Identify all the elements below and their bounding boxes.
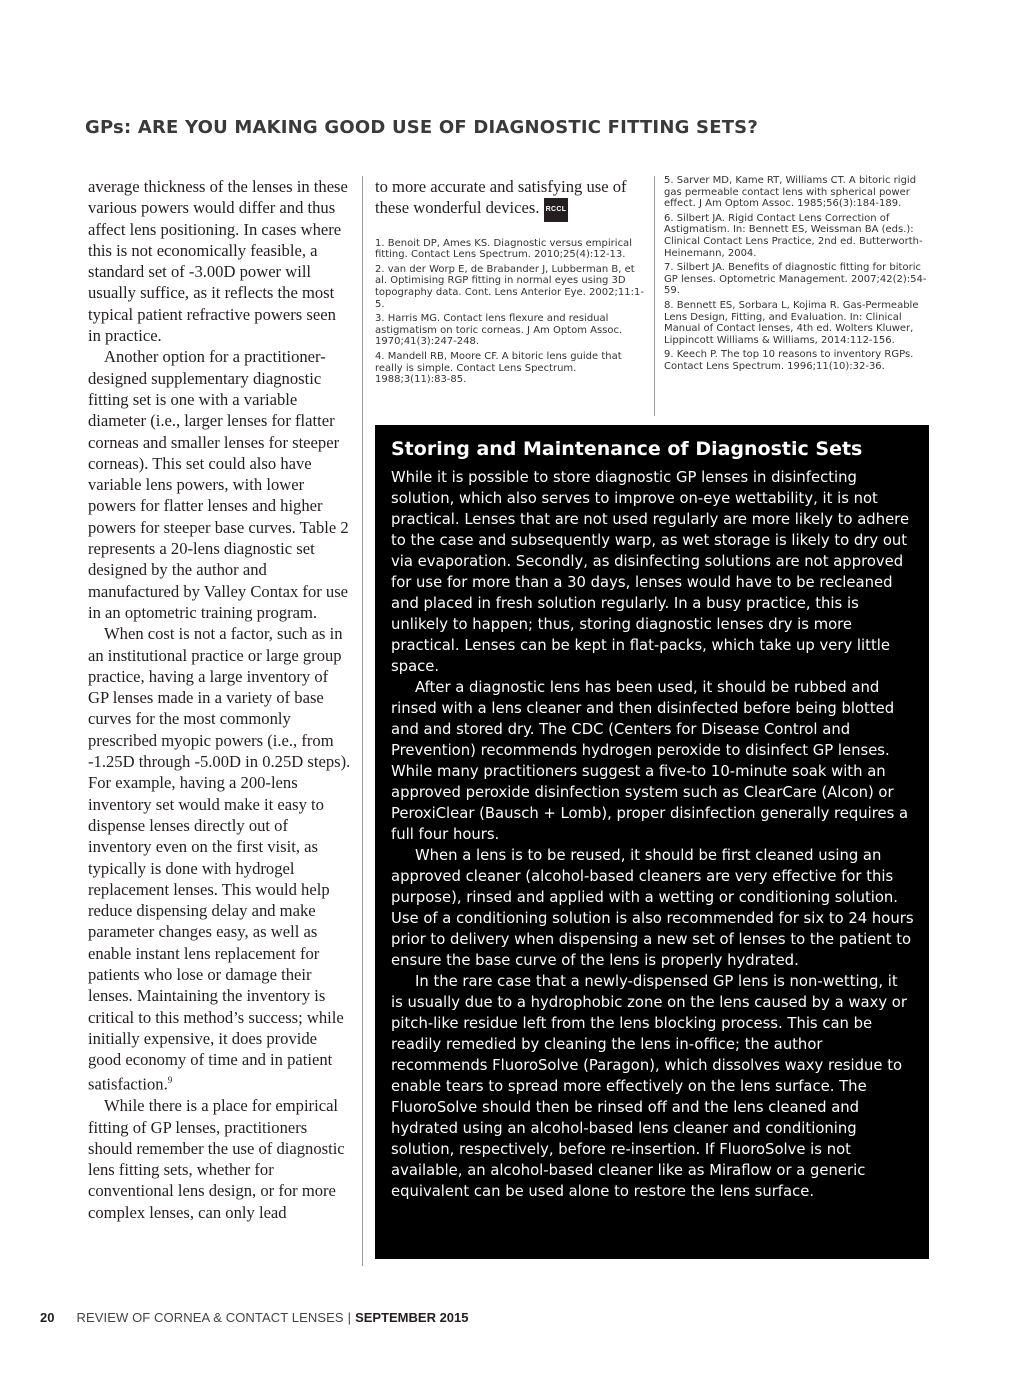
sidebar-heading: Storing and Maintenance of Diagnostic Sets [391,438,863,460]
body-paragraph: Another option for a practitioner-designed supplementary diagnostic fitting set is one with a variable diameter (i.e., larger lenses for flatter corneas and smaller lenses for steeper corneas). This set could also have variable lens powers, with lower powers for flatter lenses and higher powers for steeper base curves. Table 2 represents a 20-lens diagnostic set designed by the author and manufactured by Valley Contax for use in an optometric training program. [88,347,349,622]
reference-item: 8. Bennett ES, Sorbara L, Kojima R. Gas-Permeable Lens Design, Fitting, and Evaluation. In: Clinical Manual of Contact lenses, 4th ed. Wolters Kluwer, Lippincott Williams & Williams, 2014:112-156. [664,299,919,346]
sidebar-paragraph: When a lens is to be reused, it should be first cleaned using an approved cleaner (alcohol-based cleaners are very effective for this purpose), rinsed and applied with a wetting or conditioning solution. Use of a conditioning solution is also recommended for six to 24 hours prior to delivery when dispensing a new set of lenses to the patient to ensure the base curve of the lens is properly hydrated. [391,847,914,969]
end-mark-icon: RCCL [544,198,569,221]
body-column-2 [375,176,647,389]
body-paragraph: While there is a place for empirical fitting of GP lenses, practitioners should remember the use of diagnostic lens fitting sets, whether for conventional lens design, or for more complex lenses, can only lead [88,1096,345,1222]
body-paragraph [88,623,352,1095]
reference-item: 9. Keech P. The top 10 reasons to inventory RGPs. Contact Lens Spectrum. 1996;11(10):32-36. [664,349,914,372]
sidebar-paragraph: After a diagnostic lens has been used, it should be rubbed and rinsed with a lens cleaner and then disinfected before being blotted and and stored dry. The CDC (Centers for Disease Control and Prevention) recommends hydrogen peroxide to disinfect GP lenses. While many practitioners suggest a five-to 10-minute soak with an approved peroxide disinfection system such as ClearCare (Alcon) or PeroxiClear (Bausch + Lomb), proper disinfection generally requires a full four hours. [391,679,909,843]
body-paragraph-text: to more accurate and satisfying use of these wonderful devices. [375,177,627,218]
page-title: GPs: ARE YOU MAKING GOOD USE OF DIAGNOSTIC FITTING SETS? [85,117,758,138]
references-list [664,175,934,373]
body-paragraph: average thickness of the lenses in these various powers would differ and thus affect lens positioning. In cases where this is not economically feasible, a standard set of -3.00D power will usually suffice, as it reflects the most typical patient refractive powers seen in practice. [88,177,348,346]
references-column [664,175,934,376]
citation-superscript: 9 [167,1075,173,1086]
body-paragraph-continuation [375,176,647,222]
reference-item: 7. Silbert JA. Benefits of diagnostic fitting for bitoric GP lenses. Optometric Management. 2007;42(2):54-59. [664,262,927,297]
body-column-1 [88,176,352,1223]
page-footer [40,1310,469,1325]
column-divider [362,176,363,1266]
issue-date: SEPTEMBER 2015 [355,1310,469,1325]
footer-separator: | [347,1310,352,1325]
page-number: 20 [40,1310,55,1325]
references-list [375,238,647,386]
reference-item: 4. Mandell RB, Moore CF. A bitoric lens guide that really is simple. Contact Lens Spectrum. 1988;3(11):83-85. [375,350,622,386]
column-divider [654,176,655,416]
reference-item: 2. van der Worp E, de Brabander J, Lubberman B, et al. Optimising RGP fitting in normal eyes using 3D topography data. Cont. Lens Anterior Eye. 2002;11:1-5. [375,263,644,310]
publication-name: REVIEW OF CORNEA & CONTACT LENSES [76,1310,344,1325]
body-paragraph-text: When cost is not a factor, such as in an institutional practice or large group practice, having a large inventory of GP lenses made in a variety of base curves for the most commonly prescribed myopic powers (i.e., from -1.25D through -5.00D in 0.25D steps). For example, having a 200-lens inventory set would make it easy to dispense lenses directly out of inventory even on the first visit, as typically is done with hydrogel replacement lenses. This would help reduce dispensing delay and make parameter changes easy, as well as enable instant lens replacement for patients who lose or damage their lenses. Maintaining the inventory is critical to this method’s success; while initially expensive, it does provide good economy of time and in patient satisfaction. [88,624,351,1094]
sidebar-paragraph: In the rare case that a newly-dispensed GP lens is non-wetting, it is usually due to a hydrophobic zone on the lens caused by a waxy or pitch-like residue left from the lens blocking process. This can be readily remedied by cleaning the lens in-office; the author recommends FluoroSolve (Paragon), which dissolves waxy residue to enable tears to spread more effectively on the lens surface. The FluoroSolve should then be rinsed off and the lens cleaned and hydrated using an alcohol-based lens cleaner and conditioning solution, respectively, before re-insertion. If FluoroSolve is not available, an alcohol-based cleaner like as Miraflow or a generic equivalent can be used alone to restore the lens surface. [391,973,907,1200]
sidebar-box [375,425,929,1259]
reference-item: 5. Sarver MD, Kame RT, Williams CT. A bitoric rigid gas permeable contact lens with spherical power effect. J Am Optom Assoc. 1985;56(3):184-189. [664,175,917,210]
reference-item: 3. Harris MG. Contact lens flexure and residual astigmatism on toric corneas. J Am Optom Assoc. 1970;41(3):247-248. [375,313,623,348]
reference-item: 6. Silbert JA. Rigid Contact Lens Correction of Astigmatism. In: Bennett ES, Weissman BA (eds.): Clinical Contact Lens Practice, 2nd ed. Butterworth-Heinemann, 2004. [664,212,923,259]
reference-item: 1. Benoit DP, Ames KS. Diagnostic versus empirical fitting. Contact Lens Spectrum. 2010;25(4):12-13. [375,237,632,261]
sidebar-paragraph: While it is possible to store diagnostic GP lenses in disinfecting solution, which also serves to improve on-eye wettability, it is not practical. Lenses that are not used regularly are more likely to adhere to the case and subsequently warp, as wet storage is likely to dry out via evaporation. Secondly, as disinfecting solutions are not approved for use for more than a 30 days, lenses would have to be recleaned and placed in fresh solution regularly. In a busy practice, this is unlikely to happen; thus, storing diagnostic lenses dry is more practical. Lenses can be kept in flat-packs, which take up very little space. [391,469,910,675]
